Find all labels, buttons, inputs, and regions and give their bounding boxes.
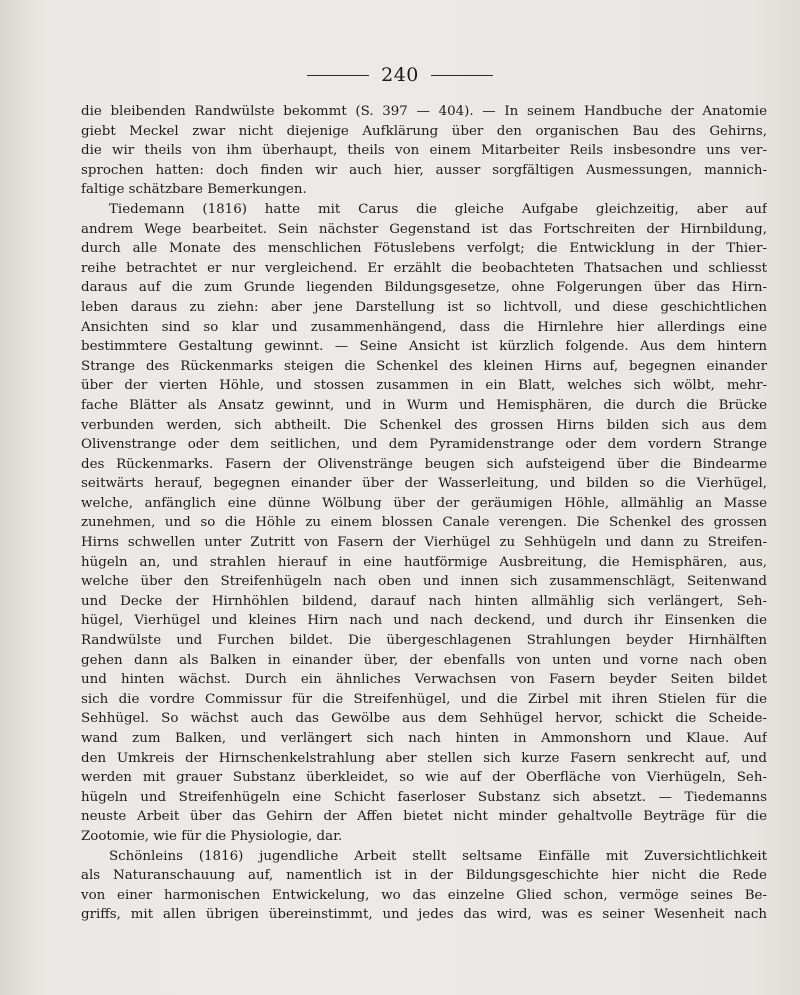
text-line: und Decke der Hirnhöhlen bildend, darauf nach hinten allmählig sich verlängert, Seh- [81,593,767,609]
text-line: des Rückenmarks. Fasern der Olivenstränge beugen sich aufsteigend über die Bindearme [81,456,767,472]
text-line: von einer harmonischen Entwickelung, wo das einzelne Glied schon, vermöge seines Be- [81,887,767,903]
text-line: zunehmen, und so die Höhle zu einem blossen Canale verengen. Die Schenkel des grossen [81,515,767,531]
text-line: die wir theils von ihm überhaupt, theils von einem Mitarbeiter Reils insbesondre uns ver- [81,143,767,159]
text-line: die bleibenden Randwülste bekommt (S. 397 — 404). — In seinem Handbuche der Anatomie [81,104,767,119]
text-line: hügeln an, und strahlen hierauf in eine hautförmige Ausbreitung, die Hemisphären, aus, [81,554,767,570]
text-line: neuste Arbeit über das Gehirn der Affen bietet nicht minder gehaltvolle Beyträge für die [81,809,767,825]
header-rule-left [307,75,369,76]
text-line: den Umkreis der Hirnschenkelstrahlung aber stellen sich kurze Fasern senkrecht auf, und [81,750,767,766]
text-line: hügel, Vierhügel und kleines Hirn nach und nach deckend, und durch ihr Einsenken die [81,613,767,629]
text-line: giebt Meckel zwar nicht diejenige Aufklärung über den organischen Bau des Gehirns, [81,123,767,139]
text-line: griffs, mit allen übrigen übereinstimmt, und jedes das wird, was es seiner Wesenheit nach [81,907,767,923]
text-line: welche, anfänglich eine dünne Wölbung über der geräumigen Höhle, allmählig an Masse [81,495,767,511]
text-line: sprochen hatten: doch finden wir auch hier, ausser sorgfältigen Ausmessungen, mannich- [81,162,767,178]
text-line: welche über den Streifenhügeln nach oben und innen sich zusammenschlägt, Seitenwand [81,574,767,590]
text-line: verbunden werden, sich abtheilt. Die Schenkel des grossen Hirns bilden sich aus dem [81,417,767,433]
text-line: Randwülste und Furchen bildet. Die übergeschlagenen Strahlungen beyder Hirnhälften [81,633,767,649]
text-line: Sehhügel. So wächst auch das Gewölbe aus dem Sehhügel hervor, schickt die Scheide- [81,711,767,727]
text-line: sich die vordre Commissur für die Streifenhügel, und die Zirbel mit ihren Stielen für die [81,691,767,707]
text-line: hügeln und Streifenhügeln eine Schicht faserloser Substanz sich absetzt. — Tiedemanns [81,789,767,805]
text-line: Zootomie, wie für die Physiologie, dar. [81,828,343,844]
text-line: durch alle Monate des menschlichen Fötuslebens verfolgt; die Entwicklung in der Thier- [81,241,767,257]
text-line: reihe betrachtet er nur vergleichend. Er erzählt die beobachteten Thatsachen und schliesst [81,260,767,276]
page-header [0,60,800,90]
text-line: Olivenstrange oder dem seitlichen, und dem Pyramidenstrange oder dem vordern Strange [81,437,767,453]
text-line: als Naturanschauung auf, namentlich ist in der Bildungsgeschichte hier nicht die Rede [81,868,767,884]
text-line: bestimmtere Gestaltung gewinnt. — Seine Ansicht ist kürzlich folgende. Aus dem hintern [81,339,767,355]
text-line: wand zum Balken, und verlängert sich nach hinten in Ammonshorn und Klaue. Auf [81,731,767,746]
body-text [81,102,767,925]
text-line: fache Blätter als Ansatz gewinnt, und in Wurm und Hemisphären, die durch die Brücke [81,397,767,413]
text-line: werden mit grauer Substanz überkleidet, so wie auf der Oberfläche von Vierhügeln, Seh- [81,770,767,786]
page-number: 240 [381,64,419,86]
text-line: seitwärts herauf, begegnen einander über der Wasserleitung, und bilden so die Vierhügel, [81,476,767,492]
text-line: faltige schätzbare Bemerkungen. [81,182,307,198]
text-line: leben daraus zu ziehn: aber jene Darstellung ist so lichtvoll, und diese geschichtlichen [81,299,767,315]
text-line: Tiedemann (1816) hatte mit Carus die gleiche Aufgabe gleichzeitig, aber auf [109,201,767,217]
text-line: Ansichten sind so klar und zusammenhängend, dass die Hirnlehre hier allerdings eine [81,319,767,335]
text-line: andrem Wege bearbeitet. Sein nächster Gegenstand ist das Fortschreiten der Hirnbildung, [81,221,767,237]
text-line: Hirns schwellen unter Zutritt von Fasern der Vierhügel zu Sehhügeln und dann zu Streifen- [81,535,767,551]
text-line: Strange des Rückenmarks steigen die Schenkel des kleinen Hirns auf, begegnen einander [81,358,767,374]
text-line: und hinten wächst. Durch ein ähnliches Verwachsen von Fasern beyder Seiten bildet [81,672,767,688]
text-line: daraus auf die zum Grunde liegenden Bildungsgesetze, ohne Folgerungen über das Hirn- [81,280,767,296]
header-rule-right [431,75,493,76]
text-line: Schönleins (1816) jugendliche Arbeit stellt seltsame Einfälle mit Zuversichtlichkeit [109,848,767,864]
text-line: gehen dann als Balken in einander über, der ebenfalls von unten und vorne nach oben [81,652,767,668]
text-line: über der vierten Höhle, und stossen zusammen in ein Blatt, welches sich wölbt, mehr- [81,378,767,394]
